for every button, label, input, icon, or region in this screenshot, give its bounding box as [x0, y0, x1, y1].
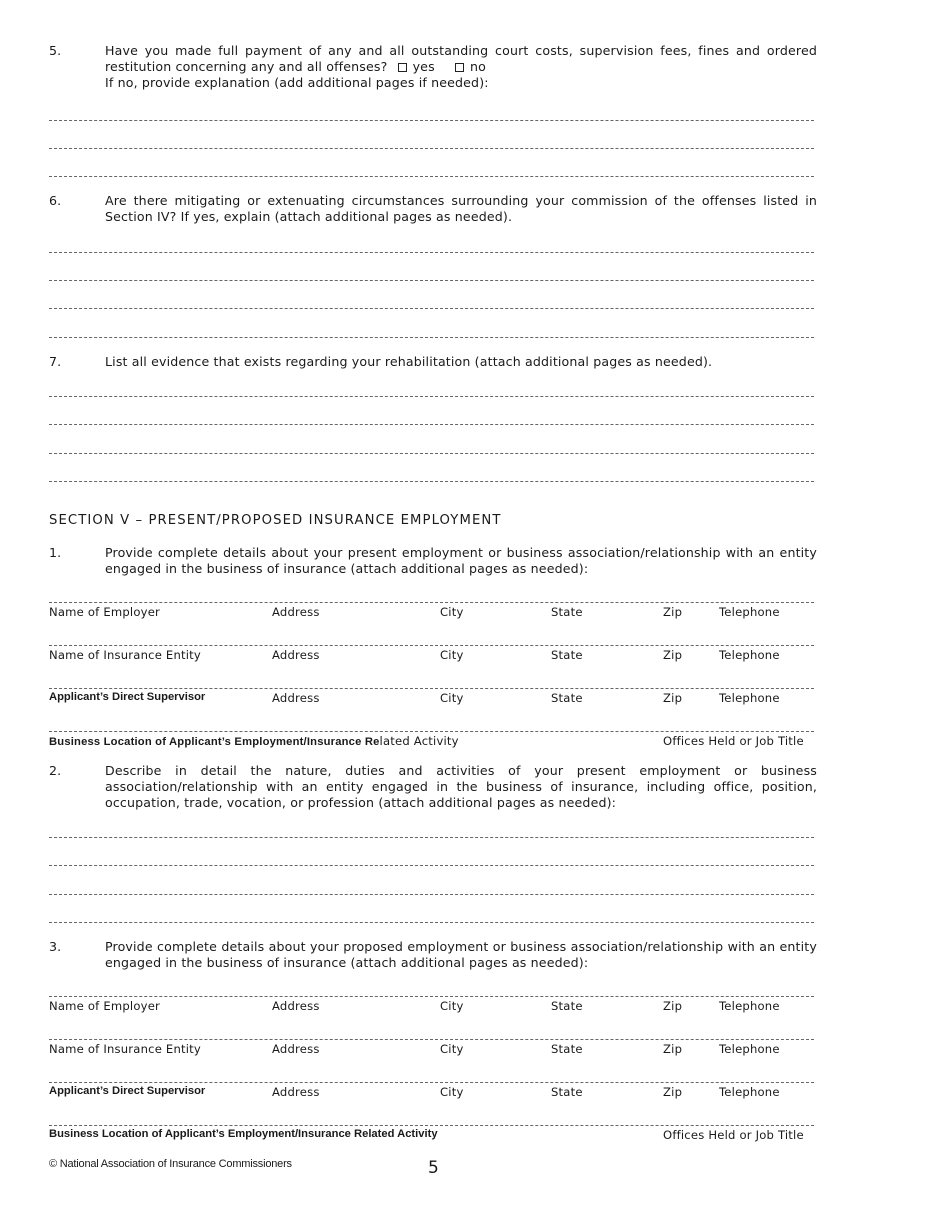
label-city: City	[440, 605, 464, 619]
label-city: City	[440, 1085, 464, 1099]
answer-line[interactable]	[49, 280, 814, 281]
question-6	[49, 193, 817, 225]
label-direct-supervisor: Applicant’s Direct Supervisor	[49, 1085, 206, 1097]
label-name-of-insurance-entity: Name of Insurance Entity	[49, 648, 201, 662]
question-text: Have you made full payment of any and all outstanding court costs, supervision fees, fines and ordered restitution concerning any and all offenses?	[105, 43, 817, 74]
question-number: 6.	[49, 193, 62, 208]
label-city: City	[440, 999, 464, 1013]
question-5	[49, 43, 817, 91]
label-business-location-bold: Business Location of Applicant’s Employment/Insurance Re	[49, 736, 380, 748]
field-line-insurance-entity[interactable]	[49, 645, 814, 646]
field-line-business-location[interactable]	[49, 1125, 814, 1126]
label-state: State	[551, 648, 583, 662]
answer-line[interactable]	[49, 396, 814, 397]
answer-line[interactable]	[49, 424, 814, 425]
label-telephone: Telephone	[719, 648, 780, 662]
label-address: Address	[272, 1042, 320, 1056]
section-v-question-1	[49, 545, 817, 577]
yes-checkbox[interactable]	[398, 63, 407, 72]
question-followup: If no, provide explanation (add additional pages if needed):	[105, 75, 489, 90]
label-state: State	[551, 1042, 583, 1056]
label-telephone: Telephone	[719, 1042, 780, 1056]
answer-line[interactable]	[49, 837, 814, 838]
question-text: Are there mitigating or extenuating circumstances surrounding your commission of the offenses listed in Section IV? If yes, explain (attach additional pages as needed).	[105, 193, 817, 224]
field-line-insurance-entity[interactable]	[49, 1039, 814, 1040]
answer-line[interactable]	[49, 337, 814, 338]
label-offices-held: Offices Held or Job Title	[663, 1128, 804, 1142]
label-state: State	[551, 999, 583, 1013]
field-line-supervisor[interactable]	[49, 688, 814, 689]
label-zip: Zip	[663, 691, 683, 705]
answer-line[interactable]	[49, 176, 814, 177]
yes-label: yes	[412, 59, 435, 74]
question-number: 1.	[49, 545, 62, 560]
label-city: City	[440, 1042, 464, 1056]
label-telephone: Telephone	[719, 691, 780, 705]
label-address: Address	[272, 1085, 320, 1099]
label-telephone: Telephone	[719, 1085, 780, 1099]
question-text: Describe in detail the nature, duties and activities of your present employment or business association/relationship with an entity engaged in the business of insurance, including office, position, occupation, trade, vocation, or profession (attach additional pages as needed):	[105, 763, 817, 810]
label-name-of-employer: Name of Employer	[49, 605, 161, 619]
copyright-footer: © National Association of Insurance Commissioners	[49, 1158, 292, 1170]
section-v-question-2	[49, 763, 817, 811]
section-v-question-3	[49, 939, 817, 971]
answer-line[interactable]	[49, 865, 814, 866]
answer-line[interactable]	[49, 453, 814, 454]
question-text: Provide complete details about your present employment or business association/relationship with an entity engaged in the business of insurance (attach additional pages as needed):	[105, 545, 817, 576]
label-state: State	[551, 691, 583, 705]
label-zip: Zip	[663, 1042, 683, 1056]
label-name-of-insurance-entity: Name of Insurance Entity	[49, 1042, 201, 1056]
question-text: List all evidence that exists regarding your rehabilitation (attach additional pages as needed).	[105, 354, 713, 369]
label-telephone: Telephone	[719, 605, 780, 619]
label-telephone: Telephone	[719, 999, 780, 1013]
label-zip: Zip	[663, 1085, 683, 1099]
question-number: 7.	[49, 354, 62, 369]
no-checkbox[interactable]	[455, 63, 464, 72]
label-business-location	[49, 734, 459, 748]
label-state: State	[551, 1085, 583, 1099]
label-city: City	[440, 691, 464, 705]
label-business-location-rest: lated Activity	[379, 734, 459, 748]
field-line-business-location[interactable]	[49, 731, 814, 732]
question-text: Provide complete details about your proposed employment or business association/relationship with an entity engaged in the business of insurance (attach additional pages as needed):	[105, 939, 817, 970]
answer-line[interactable]	[49, 148, 814, 149]
label-direct-supervisor: Applicant’s Direct Supervisor	[49, 691, 206, 703]
label-zip: Zip	[663, 605, 683, 619]
answer-line[interactable]	[49, 252, 814, 253]
question-number: 2.	[49, 763, 62, 778]
answer-line[interactable]	[49, 894, 814, 895]
label-state: State	[551, 605, 583, 619]
no-label: no	[469, 59, 486, 74]
label-business-location: Business Location of Applicant’s Employment/Insurance Related Activity	[49, 1128, 438, 1140]
field-line-employer[interactable]	[49, 602, 814, 603]
answer-line[interactable]	[49, 120, 814, 121]
field-line-supervisor[interactable]	[49, 1082, 814, 1083]
field-line-employer[interactable]	[49, 996, 814, 997]
label-offices-held: Offices Held or Job Title	[663, 734, 804, 748]
section-title: SECTION V – PRESENT/PROPOSED INSURANCE EMPLOYMENT	[49, 513, 502, 528]
label-address: Address	[272, 648, 320, 662]
label-zip: Zip	[663, 648, 683, 662]
label-address: Address	[272, 691, 320, 705]
question-7	[49, 354, 817, 370]
label-zip: Zip	[663, 999, 683, 1013]
label-name-of-employer: Name of Employer	[49, 999, 161, 1013]
label-address: Address	[272, 999, 320, 1013]
question-number: 3.	[49, 939, 62, 954]
question-number: 5.	[49, 43, 62, 58]
answer-line[interactable]	[49, 922, 814, 923]
page-number: 5	[428, 1158, 439, 1178]
answer-line[interactable]	[49, 308, 814, 309]
label-address: Address	[272, 605, 320, 619]
label-city: City	[440, 648, 464, 662]
answer-line[interactable]	[49, 481, 814, 482]
